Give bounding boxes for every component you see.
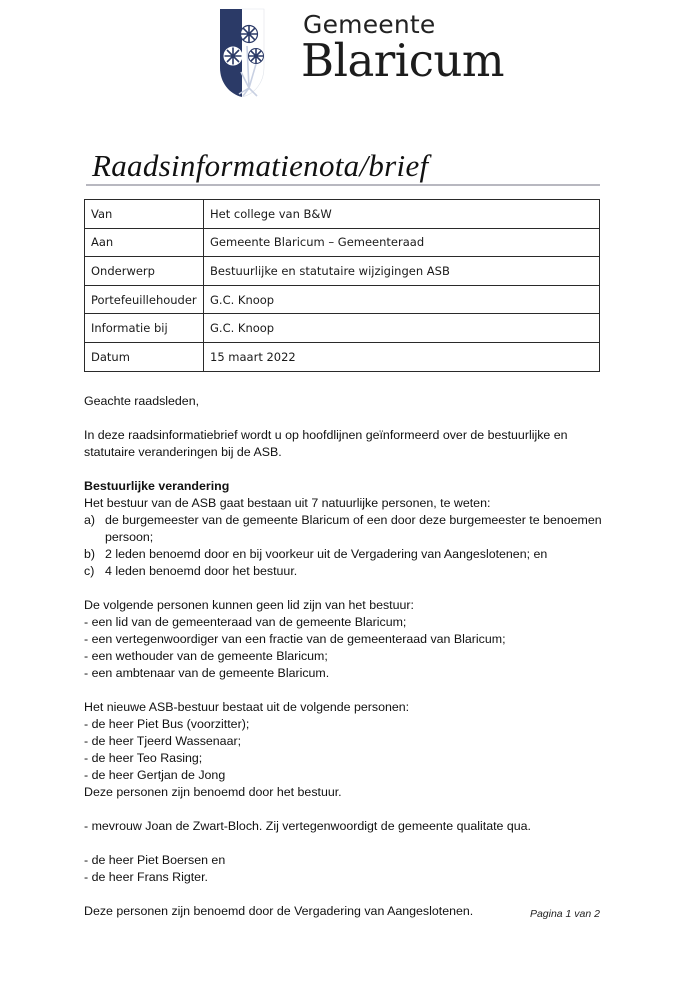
title-underline [86,184,600,186]
municipality-logo [219,8,519,100]
row-value: Gemeente Blaricum – Gemeenteraad [204,228,600,257]
list-item: - de heer Piet Bus (voorzitter); [84,717,250,731]
page-number: Pagina 1 van 2 [529,908,600,920]
list-item: - een lid van de gemeenteraad van de gemeente Blaricum; [84,615,407,629]
list-text: 2 leden benoemd door en bij voorkeur uit de Vergadering van Aangeslotenen; en [105,547,548,561]
list-item: - een wethouder van de gemeente Blaricum; [84,649,328,663]
letter-body [84,393,604,920]
list-item: - de heer Tjeerd Wassenaar; [84,734,242,748]
new-board-note: Deze personen zijn benoemd door het bestuur. [84,785,342,799]
assembly-note: Deze personen zijn benoemd door de Vergadering van Aangeslotenen. [84,904,474,918]
table-row [85,200,600,229]
section-heading: Bestuurlijke verandering [84,479,230,493]
logo-line-blaricum: Blaricum [301,34,505,87]
list-item: - een ambtenaar van de gemeente Blaricum. [84,666,330,680]
list-item: - een vertegenwoordiger van een fractie van de gemeenteraad van Blaricum; [84,632,506,646]
row-label: Portefeuillehouder [85,285,204,314]
list-item: - de heer Teo Rasing; [84,751,203,765]
list-item [84,512,604,546]
table-row [85,257,600,286]
exclusions-lead: De volgende personen kunnen geen lid zijn van het bestuur: [84,598,414,612]
row-value: 15 maart 2022 [204,342,600,371]
list-marker: c) [84,564,95,578]
list-item: - de heer Piet Boersen en [84,853,226,867]
table-row [85,342,600,371]
row-value: Het college van B&W [204,200,600,229]
row-value: Bestuurlijke en statutaire wijzigingen ASB [204,257,600,286]
list-text: 4 leden benoemd door het bestuur. [105,564,298,578]
new-board-lead: Het nieuwe ASB-bestuur bestaat uit de volgende personen: [84,700,410,714]
row-label: Van [85,200,204,229]
row-value: G.C. Knoop [204,314,600,343]
logo-line-gemeente: Gemeente [303,10,436,39]
salutation: Geachte raadsleden, [84,394,200,408]
table-row [85,314,600,343]
list-marker: b) [84,547,96,561]
list-marker: a) [84,513,96,527]
section-lead: Het bestuur van de ASB gaat bestaan uit 7 natuurlijke personen, te weten: [84,496,491,510]
table-row [85,228,600,257]
list-item: - de heer Frans Rigter. [84,870,208,884]
row-label: Aan [85,228,204,257]
row-label: Onderwerp [85,257,204,286]
intro-paragraph: In deze raadsinformatiebrief wordt u op hoofdlijnen geïnformeerd over de bestuurlijke en statutaire veranderingen bij de ASB. [84,428,568,459]
list-item: - de heer Gertjan de Jong [84,768,226,782]
table-row [85,285,600,314]
row-value: G.C. Knoop [204,285,600,314]
document-title: Raadsinformatienota/brief [92,148,429,183]
metadata-table [84,199,600,372]
list-item [84,546,604,563]
row-label: Datum [85,342,204,371]
row-label: Informatie bij [85,314,204,343]
list-text: de burgemeester van de gemeente Blaricum of een door deze burgemeester te benoemen persoon; [105,513,602,544]
cornflower-shield-icon [219,8,265,98]
list-item [84,563,604,580]
municipality-representative: - mevrouw Joan de Zwart-Bloch. Zij vertegenwoordigt de gemeente qualitate qua. [84,819,531,833]
